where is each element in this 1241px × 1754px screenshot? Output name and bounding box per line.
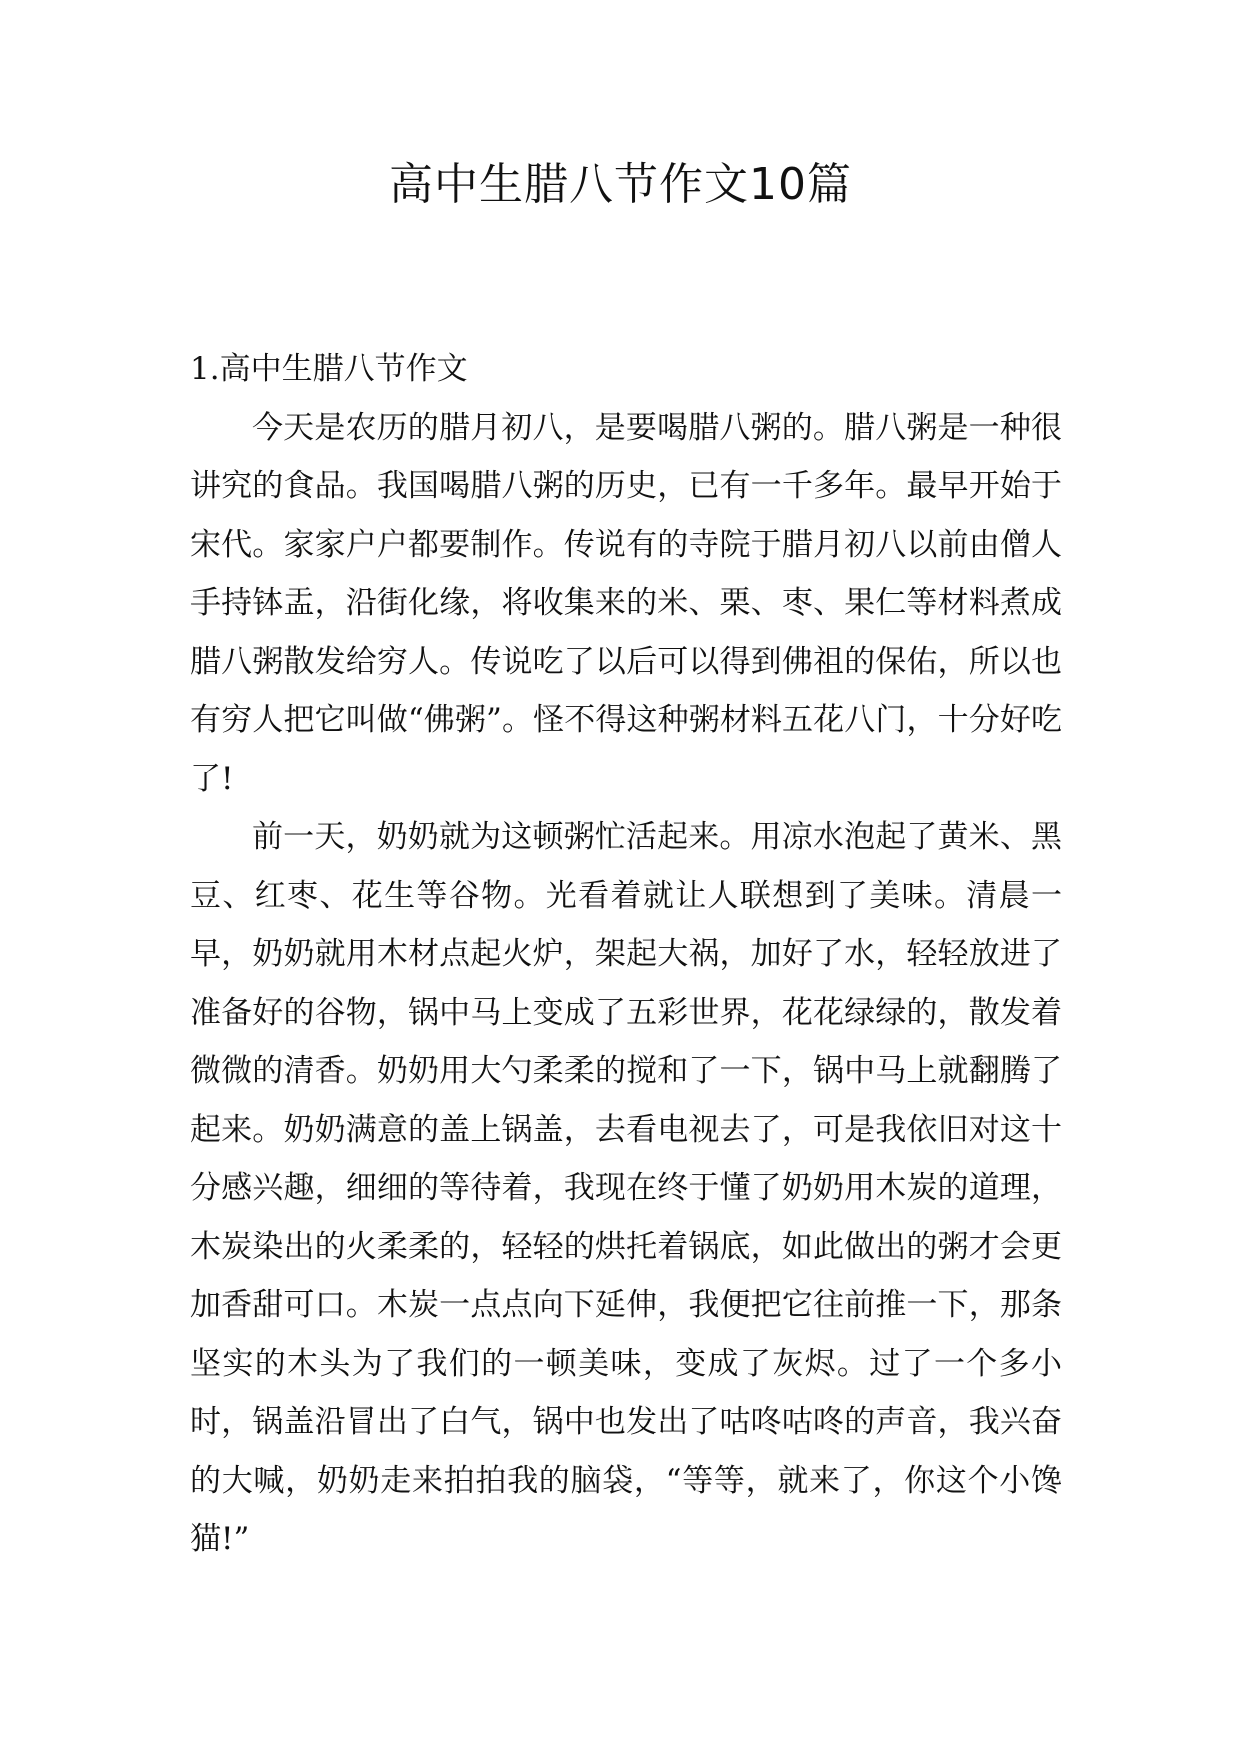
paragraph-2: 前一天，奶奶就为这顿粥忙活起来。用凉水泡起了黄米、黑豆、红枣、花生等谷物。光看着就让人联想到了美味。清晨一早，奶奶就用木材点起火炉，架起大祸，加好了水，轻轻放进了准备好的谷物，锅中马上变成了五彩世界，花花绿绿的，散发着微微的清香。奶奶用大勺柔柔的搅和了一下，锅中马上就翻腾了起来。奶奶满意的盖上锅盖，去看电视去了，可是我依旧对这十分感兴趣，细细的等待着，我现在终于懂了奶奶用木炭的道理，木炭染出的火柔柔的，轻轻的烘托着锅底，如此做出的粥才会更加香甜可口。木炭一点点向下延伸，我便把它往前推一下，那条坚实的木头为了我们的一顿美味，变成了灰烬。过了一个多小时，锅盖沿冒出了白气，锅中也发出了咕咚咕咚的声音，我兴奋的大喊，奶奶走来拍拍我的脑袋，“等等，就来了，你这个小馋猫!”: [190, 819, 1062, 1557]
document-body: [190, 340, 1062, 1569]
paragraph-1: 今天是农历的腊月初八，是要喝腊八粥的。腊八粥是一种很讲究的食品。我国喝腊八粥的历史，已有一千多年。最早开始于宋代。家家户户都要制作。传说有的寺院于腊月初八以前由僧人手持钵盂，沿街化缘，将收集来的米、栗、枣、果仁等材料煮成腊八粥散发给穷人。传说吃了以后可以得到佛祖的保佑，所以也有穷人把它叫做“佛粥”。怪不得这种粥材料五花八门，十分好吃了!: [190, 409, 1062, 797]
document-title: 高中生腊八节作文10篇: [389, 159, 852, 210]
section-heading: 1.高中生腊八节作文: [190, 351, 468, 387]
